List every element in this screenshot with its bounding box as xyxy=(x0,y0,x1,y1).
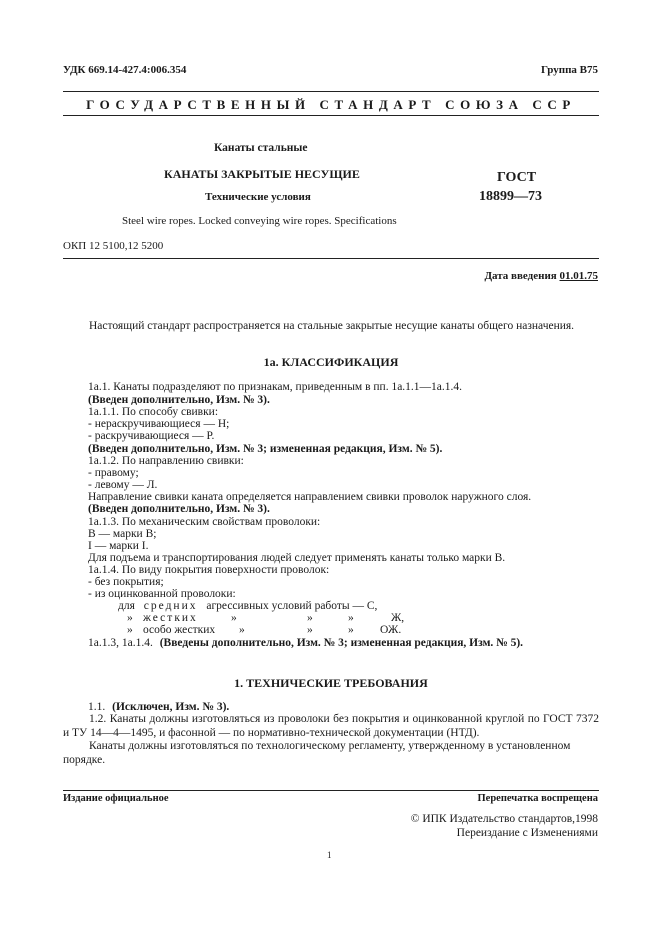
amendment-note: (Введен дополнительно, Изм. № 3). xyxy=(88,394,270,406)
clause-ref: 1.1. xyxy=(88,701,106,713)
amendment-note: (Введен дополнительно, Изм. № 3). xyxy=(88,503,270,515)
list-item: - левому — Л. xyxy=(88,479,158,491)
standard-title: КАНАТЫ ЗАКРЫТЫЕ НЕСУЩИЕ xyxy=(164,167,360,181)
list-item: - раскручивающиеся — Р. xyxy=(88,430,215,442)
list-item: I — марки I. xyxy=(88,540,149,552)
official-edition: Издание официальное xyxy=(63,793,169,804)
gost-number: 18899—73 xyxy=(479,189,542,204)
table-cell: жестких xyxy=(143,612,198,624)
classification-line: 1а.1.1. По способу свивки: xyxy=(88,406,219,418)
table-cell: ОЖ. xyxy=(380,624,402,636)
table-cell: » xyxy=(307,624,313,636)
intro-date-label: Дата введения xyxy=(484,270,557,282)
table-cell: » xyxy=(348,624,354,636)
okp-rule xyxy=(63,258,599,259)
intro-date xyxy=(484,270,598,282)
classification-line: Направление свивки каната определяется направлением свивки проволок наружного слоя. xyxy=(88,491,532,503)
udk-code: УДК 669.14-427.4:006.354 xyxy=(63,64,187,76)
copyright: © ИПК Издательство стандартов,1998 xyxy=(410,813,598,825)
title-category: Канаты стальные xyxy=(214,142,308,154)
list-item: - нераскручивающиеся — Н; xyxy=(88,418,230,430)
list-item: - без покрытия; xyxy=(88,576,164,588)
classification-line: 1а.1.3. По механическим свойствам проволоки: xyxy=(88,516,321,528)
clause-1-1 xyxy=(88,701,229,713)
table-row xyxy=(118,600,377,612)
table-row: » xyxy=(127,624,133,636)
table-cell: для xyxy=(118,600,135,612)
table-cell: агрессивных условий работы — С, xyxy=(206,600,378,612)
section-1a-heading: 1а. КЛАССИФИКАЦИЯ xyxy=(263,355,399,369)
okp-code: ОКП 12 5100,12 5200 xyxy=(63,240,164,252)
gost-label: ГОСТ xyxy=(497,170,537,185)
classification-line: 1а.1.4. По виду покрытия поверхности проволок: xyxy=(88,564,330,576)
reissue-note: Переиздание с Изменениями xyxy=(456,827,598,839)
intro-date-value: 01.01.75 xyxy=(559,270,598,282)
classification-line: Для подъема и транспортирования людей следует применять канаты только марки В. xyxy=(88,552,506,564)
table-cell: особо жестких xyxy=(143,624,216,636)
page-number: 1 xyxy=(327,850,332,860)
table-cell: » xyxy=(239,624,245,636)
table-row: » xyxy=(127,612,133,624)
state-standard-header: ГОСУДАРСТВЕННЫЙ СТАНДАРТ СОЮЗА ССР xyxy=(86,97,576,112)
standard-subtitle: Технические условия xyxy=(205,191,311,203)
amendment-note: (Введен дополнительно, Изм. № 3; измененная редакция, Изм. № 5). xyxy=(88,443,443,455)
english-title: Steel wire ropes. Locked conveying wire ropes. Specifications xyxy=(122,215,397,227)
reprint-notice: Перепечатка воспрещена xyxy=(477,793,598,804)
table-cell: » xyxy=(231,612,237,624)
table-cell: » xyxy=(348,612,354,624)
clause-1-2: 1.2. Канаты должны изготовляться из проволоки без покрытия и оцинкованной круглой по ГОСТ 7372 и ТУ 14—4—1495, и фасонной — по нормативно-технической документации (НТД). xyxy=(63,713,599,739)
classification-line: 1а.1.2. По направлению свивки: xyxy=(88,455,244,467)
classification-line: 1а.1. Канаты подразделяют по признакам, приведенным в пп. 1а.1.1—1а.1.4. xyxy=(88,381,463,393)
list-item: В — марки В; xyxy=(88,528,157,540)
list-item: - правому; xyxy=(88,467,139,479)
table-cell: » xyxy=(307,612,313,624)
list-item: - из оцинкованной проволоки: xyxy=(88,588,236,600)
section-1-heading: 1. ТЕХНИЧЕСКИЕ ТРЕБОВАНИЯ xyxy=(234,676,428,690)
amendment-note: (Введены дополнительно, Изм. № 3; измененная редакция, Изм. № 5). xyxy=(159,637,524,649)
group-code: Группа В75 xyxy=(540,64,598,76)
amendment-note: (Исключен, Изм. № 3). xyxy=(112,701,230,713)
footer-rule xyxy=(63,790,599,791)
top-rule xyxy=(63,91,599,92)
clause-1-2-continuation: Канаты должны изготовляться по технологическому регламенту, утвержденному в установленном порядке. xyxy=(63,740,571,766)
intro-paragraph: Настоящий стандарт распространяется на стальные закрытые несущие канаты общего назначения. xyxy=(89,320,575,332)
amendment-line xyxy=(88,637,523,649)
table-cell: средних xyxy=(143,600,198,612)
table-cell: Ж, xyxy=(391,612,405,624)
clause-ref: 1а.1.3, 1а.1.4. xyxy=(88,637,153,649)
header-rule xyxy=(63,115,599,116)
